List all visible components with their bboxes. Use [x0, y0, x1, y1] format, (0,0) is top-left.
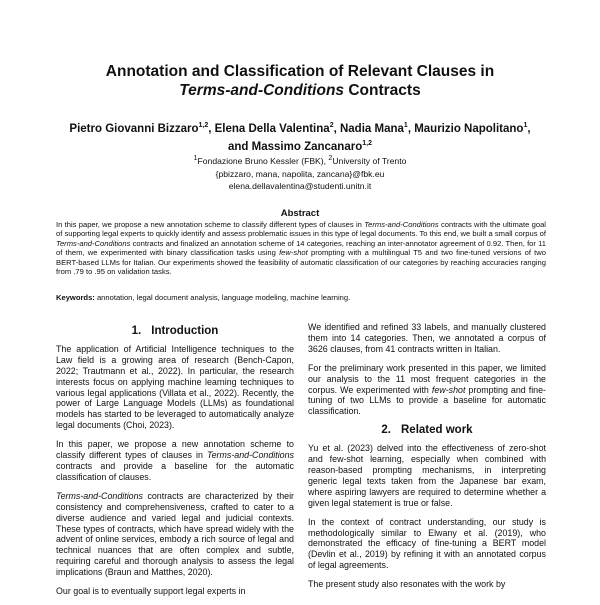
author-affil-marker: 2: [329, 122, 334, 130]
paragraph: Yu et al. (2023) delved into the effectiveness of zero-shot and few-shot learning, especially when combined with reason-based prompting mechanisms, in interpreting generic legal texts taken from the Japanese bar exam, where aspiring lawyers are required to determine whether a given legal statement is true or false.: [308, 443, 546, 508]
author-name: Elena Della Valentina: [214, 123, 330, 135]
abstract-heading: Abstract: [280, 208, 320, 219]
abstract-italic: few-shot: [279, 248, 308, 258]
title-line-2-rest: Contracts: [344, 82, 421, 99]
institution-name: Fondazione Bruno Kessler (FBK),: [197, 156, 329, 166]
section-title: Related work: [401, 424, 473, 437]
affil-marker: 2: [328, 155, 333, 163]
author-separator: ,: [527, 123, 531, 135]
abstract-text: In this paper, we propose a new annotation scheme to classify different types of clauses in: [56, 220, 365, 229]
section-number: 1.: [131, 325, 142, 337]
right-column: [308, 322, 546, 598]
author-list: [40, 120, 560, 156]
paragraph: The present study also resonates with the work by: [308, 579, 506, 590]
paragraph: [308, 363, 546, 418]
institutions: [40, 155, 560, 168]
keywords-label: Keywords:: [56, 293, 95, 302]
title-italic-term: Terms-and-Conditions: [179, 82, 345, 99]
left-column: [56, 322, 294, 605]
author-affil-marker: 1,2: [362, 140, 372, 148]
author-line-1: [40, 120, 560, 138]
keywords: [56, 293, 546, 302]
paragraph: We identified and refined 33 labels, and manually clustered them into 14 categories. Then, we annotated a corpus of 3626 clauses, from 41 contracts written in Italian.: [308, 322, 546, 354]
author-name: and Massimo Zancanaro: [228, 141, 363, 153]
affil-marker: 1: [193, 155, 198, 163]
author-name: Pietro Giovanni Bizzaro: [69, 123, 199, 135]
email-line: {pbizzaro, mana, napolita, zancana}@fbk.eu: [215, 168, 385, 179]
paragraph: [56, 439, 294, 483]
title-line-2: [40, 81, 560, 100]
affiliations: [40, 155, 560, 193]
abstract-text: contracts and finalized an annotation scheme of 14 categories, reaching an inter-annotator agreement of 0.92. Then, for 11 of them, we experimented with binary classification tasks using: [56, 238, 546, 258]
author-separator: ,: [407, 123, 415, 135]
paragraph-text: In this paper, we propose a new annotation scheme to classify different types of clauses in: [56, 439, 294, 461]
paragraph-text: prompting and fine-tuning of two LLMs to provide a baseline for automatic classification.: [308, 384, 546, 417]
paper-title: [40, 62, 560, 100]
title-line-1: Annotation and Classification of Relevant Clauses in: [105, 63, 495, 80]
keywords-text: annotation, legal document analysis, language modeling, machine learning.: [94, 293, 351, 302]
author-separator: ,: [208, 123, 215, 135]
paragraph: In the context of contract understanding, our study is methodologically similar to Elwany et al. (2019), who demonstrated the efficacy of fine-tuning a BERT model (Devlin et al., 2019) by refining it with an annotated corpus of legal agreements.: [308, 516, 546, 571]
paragraph: The application of Artificial Intelligence techniques to the Law field is a growing area of research (Bench-Capon, 2022; Trautmann et al., 2022). In particular, the research interests focus on applying machine learning techniques to various legal applications (Villata et al., 2022). Recently, the power of Large Language Models (LLMs) as foundational models has started to be leveraged to automatically analyze legal documents (Choi, 2023).: [56, 343, 294, 431]
paragraph: Our goal is to eventually support legal experts in: [56, 586, 246, 597]
paragraph-text: contracts are characterized by their consistency and comprehensiveness, crafted to cater to a diverse audience and varied legal and judicial contexts. These types of contracts, which have spread widely with the advent of online services, embody a rich source of legal and technical nuances that are often complex and subtle, requiring careful and thorough analysis to assess the legal implications (Braun and Matthes, 2020).: [56, 490, 294, 578]
author-name: Nadia Mana: [339, 123, 404, 135]
author-line-2: [40, 138, 560, 156]
abstract-text: contracts with the ultimate goal of supporting legal experts to quickly identify and assess problematic issues in this type of legal documents. To this end, we built a small corpus of: [56, 220, 546, 239]
section-heading-introduction: [56, 326, 294, 337]
paragraph: [56, 491, 294, 578]
paragraph-italic: Terms-and-Conditions: [207, 450, 294, 461]
author-name: Maurizio Napolitano: [414, 123, 524, 135]
institution-name: University of Trento: [332, 156, 407, 166]
author-separator: ,: [333, 123, 340, 135]
paragraph-italic: few-shot: [431, 384, 466, 395]
abstract-italic: Terms-and-Conditions: [56, 238, 131, 248]
abstract-body: [56, 220, 546, 276]
paragraph-italic: Terms-and-Conditions: [56, 490, 143, 501]
author-affil-marker: 1: [403, 122, 408, 130]
abstract-italic: Terms-and-Conditions: [364, 220, 439, 229]
paragraph-text: contracts and provide a baseline for the automatic classification of clauses.: [56, 460, 294, 482]
paragraph-text: For the preliminary work presented in this paper, we limited our analysis to the 11 most frequent categories in the corpus. We experimented with: [308, 362, 546, 395]
author-affil-marker: 1: [523, 122, 528, 130]
section-heading-related-work: [308, 425, 546, 436]
section-title: Introduction: [151, 325, 219, 337]
author-affil-marker: 1,2: [198, 122, 209, 130]
section-number: 2.: [381, 424, 391, 437]
abstract-text: prompting with a multilingual T5 and two fine-tuned versions of two BERT-based LLMs for Italian. Our experiments showed the feasibility of automatic classification of our categories by reaching accuracies ranging from .79 to .95 on validation tasks.: [56, 248, 546, 277]
email-line: elena.dellavalentina@studenti.unitn.it: [228, 181, 372, 191]
